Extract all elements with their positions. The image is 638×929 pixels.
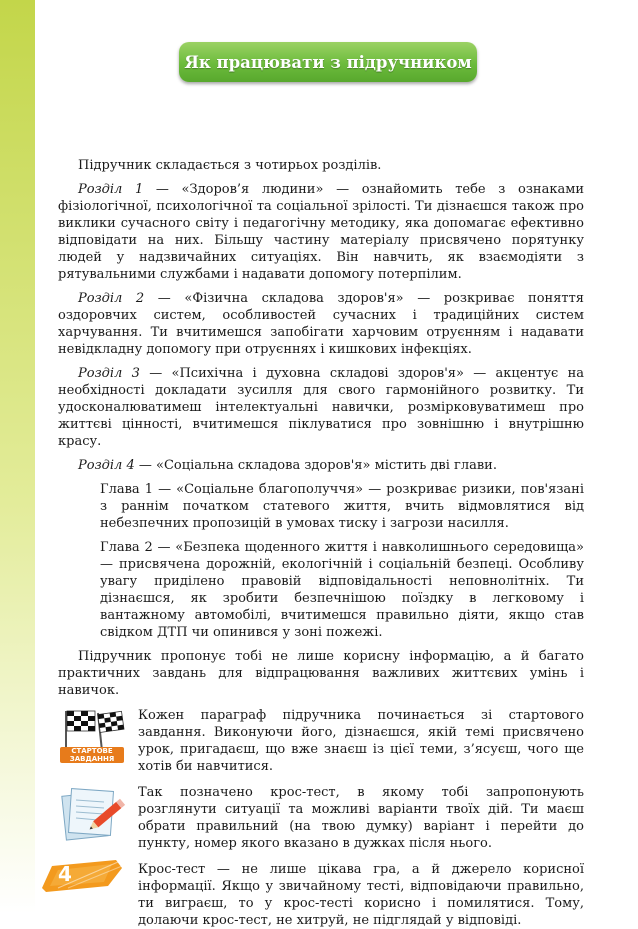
section-1-number: Розділ 1 [78,182,144,197]
cross-test-extra-text: Крос-тест — не лише цікава гра, а й джерело корисної інформації. Якщо у звичайному тесті, відповідаючи правильно, ти виграєш, то у крос-тесті корисно і помилятися. Тому, долаючи крос-тест, не хитруй, не підглядай у відповіді. [138,862,584,928]
section-4-number: Розділ 4 [78,458,135,473]
section-4-text: — «Соціальна складова здоров'я» містить дві глави. [134,458,497,473]
orange-brush-shape [38,858,124,894]
side-color-bar [0,0,35,913]
test-sheet-pencil-icon [58,784,128,844]
main-text [58,157,584,929]
start-task-block [58,707,584,775]
chapter-1-paragraph: Глава 1 — «Соціальне благополуччя» — розкриває ризики, пов'язані з раннім початком статевого життя, вчить відмовлятися від небезпечних пропозицій в умовах тиску і загрози насилля. [100,482,584,531]
page-number-badge [38,858,124,894]
section-4-paragraph [58,457,584,474]
section-3-number: Розділ 3 [78,366,140,381]
section-2-text: — «Фізична складова здоров'я» — розкриває поняття оздоровчих систем, особливостей сучасних і традиційних систем харчування. Ти вчитимешся запобігати харчовим отруєнням і надавати невідкладну допомогу при отруєннях і кишкових інфекціях. [58,291,585,357]
chapter-2-paragraph: Глава 2 — «Безпека щоденного життя і навколишнього середовища» — присвячена дорожній, екологічній і соціальній безпеці. Особливу увагу приділено правовій відповідальності неповнолітніх. Ти дізнаєшся, як зробити безпечнішою поїздку в легковому і вантажному автомобілі, вчитимешся правильно діяти, якщо став свідком ДТП чи опинився у зоні пожежі. [100,540,584,640]
cross-test-text: Так позначено крос-тест, в якому тобі запропонують розглянути ситуації та можливі варіанти твоїх дій. Ти маєш обрати правильний (на твою думку) варіант і перейти до пункту, номер якого вказано в дужках після нього. [138,785,584,851]
start-task-label: СТАРТОВЕ ЗАВДАННЯ [60,747,124,763]
cross-test-block [58,784,584,852]
intro-paragraph: Підручник складається з чотирьох розділів. [78,158,382,173]
section-3-paragraph [58,365,584,450]
section-3-text: — «Психічна і духовна складові здоров'я» — акцентує на необхідності докладати зусилля для свого гармонійного розвитку. Ти удосконалюватимеш інтелектуальні навички, розмірковуватимеш про життєві цінності, вчитимешся піклуватися про зовнішню і внутрішню красу. [58,366,584,449]
cross-test-icon [58,784,130,844]
section-2-number: Розділ 2 [78,291,145,306]
section-1-text: — «Здоров’я людини» — ознайомить тебе з ознаками фізіологічної, психологічної та соціальної зрілості. Ти дізнаєшся також про виклики сучасного світу і педагогічну методику, яка допомагає ефективно відповідати на них. Більшу частину матеріалу присвячено порятунку людей у надзвичайних ситуаціях. Він навчить, як взаємодіяти з рятувальними службами і надавати допомогу потерпілим. [58,182,584,282]
start-task-text: Кожен параграф підручника починається зі стартового завдання. Виконуючи його, дізнаєшся, якій темі присвячено урок, пригадаєш, що вже знаєш із цієї теми, з’ясуєш, чого ще хотів би навчитися. [138,708,584,774]
start-task-icon [58,707,130,767]
page-title: Як працювати з підручником [179,42,477,82]
proposal-paragraph: Підручник пропонує тобі не лише корисну інформацію, а й багато практичних завдань для відпрацювання важливих життєвих умінь і навичок. [58,649,584,698]
page-number: 4 [58,862,72,886]
section-2-paragraph [58,290,584,358]
section-1-paragraph [58,181,584,283]
